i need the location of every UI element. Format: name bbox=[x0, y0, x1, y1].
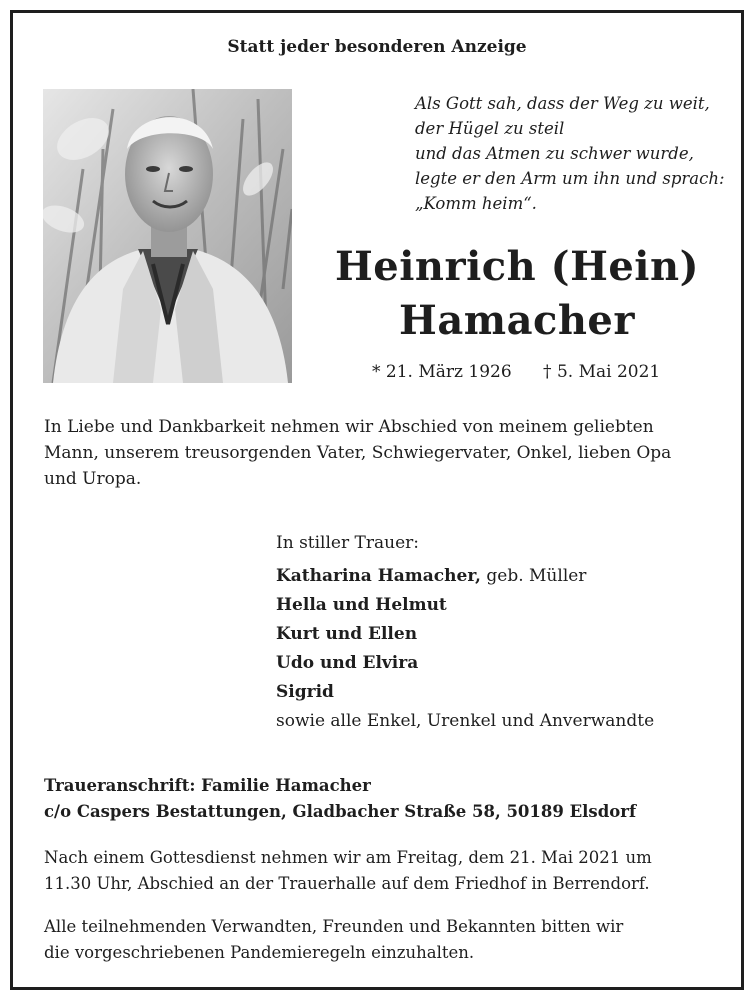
mourners-list bbox=[276, 529, 726, 736]
farewell-line: und Uropa. bbox=[44, 469, 142, 489]
verse-line: Als Gott sah, dass der Weg zu weit, bbox=[415, 94, 710, 113]
mourner-family: Udo und Elvira bbox=[276, 653, 419, 673]
farewell-text bbox=[44, 414, 724, 492]
mourner-family: Kurt und Ellen bbox=[276, 624, 418, 644]
mourner-widow bbox=[276, 562, 726, 591]
mourning-address bbox=[44, 773, 724, 825]
verse-line: der Hügel zu steil bbox=[415, 119, 565, 138]
widow-maiden-name: geb. Müller bbox=[480, 566, 587, 586]
address-line: Traueranschrift: Familie Hamacher bbox=[44, 776, 371, 795]
mourner-others: sowie alle Enkel, Urenkel und Anverwandte bbox=[276, 711, 655, 731]
farewell-line: In Liebe und Dankbarkeit nehmen wir Abschied von meinem geliebten bbox=[44, 417, 654, 437]
service-line: 11.30 Uhr, Abschied an der Trauerhalle auf dem Friedhof in Berrendorf. bbox=[44, 874, 650, 893]
portrait-photo bbox=[43, 89, 292, 383]
address-line: c/o Caspers Bestattungen, Gladbacher Straße 58, 50189 Elsdorf bbox=[44, 802, 637, 821]
farewell-line: Mann, unserem treusorgenden Vater, Schwiegervater, Onkel, lieben Opa bbox=[44, 443, 672, 463]
service-line: Nach einem Gottesdienst nehmen wir am Freitag, dem 21. Mai 2021 um bbox=[44, 848, 652, 867]
life-dates bbox=[372, 360, 660, 384]
deceased-last-name: Hamacher bbox=[399, 297, 635, 344]
mourner-family: Hella und Helmut bbox=[276, 595, 447, 615]
verse-line: „Komm heim“. bbox=[415, 194, 537, 213]
death-date: † 5. Mai 2021 bbox=[543, 362, 661, 382]
deceased-first-name: Heinrich (Hein) bbox=[334, 243, 700, 290]
mourner-family: Sigrid bbox=[276, 682, 334, 702]
service-info bbox=[44, 845, 724, 897]
mourning-label: In stiller Trauer: bbox=[276, 533, 419, 553]
verse-line: legte er den Arm um ihn und sprach: bbox=[415, 169, 725, 188]
verse-line: und das Atmen zu schwer wurde, bbox=[415, 144, 694, 163]
pandemic-note bbox=[44, 914, 724, 966]
widow-name: Katharina Hamacher, bbox=[276, 566, 481, 586]
birth-date: * 21. März 1926 bbox=[372, 362, 512, 382]
verse bbox=[415, 91, 725, 216]
pandemic-line: Alle teilnehmenden Verwandten, Freunden und Bekannten bitten wir bbox=[44, 917, 624, 936]
deceased-name bbox=[302, 240, 732, 348]
notice-heading: Statt jeder besonderen Anzeige bbox=[227, 37, 527, 57]
pandemic-line: die vorgeschriebenen Pandemieregeln einzuhalten. bbox=[44, 943, 475, 962]
